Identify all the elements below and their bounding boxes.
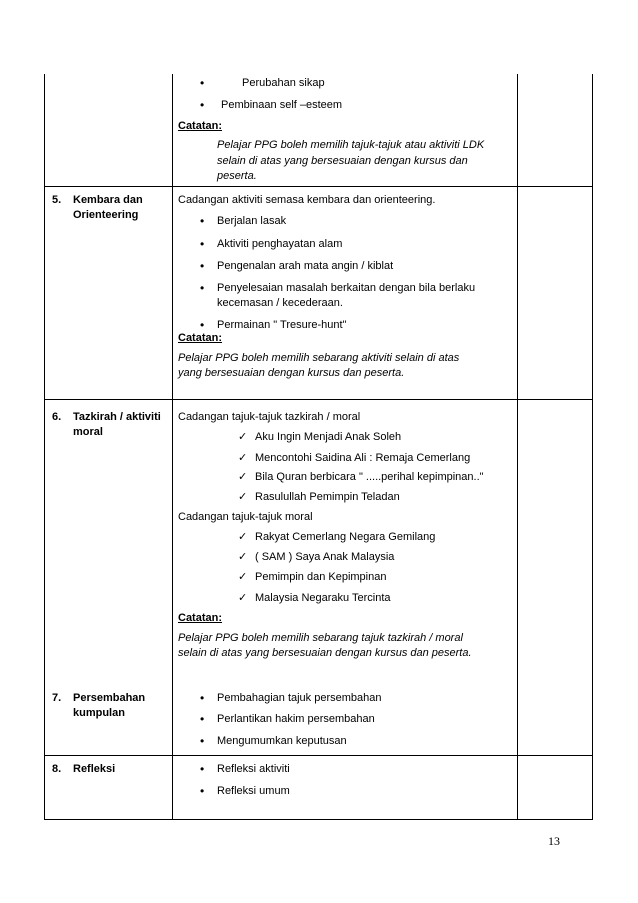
bullet-icon: •: [200, 76, 205, 90]
row-title: Persembahan: [73, 692, 146, 704]
row-number: 7.: [52, 692, 62, 704]
bullet-icon: •: [200, 691, 205, 705]
row-title: Kembara dan: [73, 194, 143, 206]
check-item-text: Aku Ingin Menjadi Anak Soleh: [255, 431, 402, 443]
check-item-text: Rakyat Cemerlang Negara Gemilang: [255, 531, 436, 543]
bullet-text: Berjalan lasak: [217, 215, 287, 227]
row-title: moral: [73, 426, 103, 438]
bullet-text: Refleksi aktiviti: [217, 763, 290, 775]
bullet-text: Aktiviti penghayatan alam: [217, 238, 343, 250]
bullet-icon: •: [200, 98, 205, 112]
bullet-icon: •: [200, 318, 205, 332]
check-item-text: Pemimpin dan Kepimpinan: [255, 571, 387, 583]
bullet-text: Mengumumkan keputusan: [217, 735, 347, 747]
check-item-text: Mencontohi Saidina Ali : Remaja Cemerlang: [255, 452, 471, 464]
bullet-text: Refleksi umum: [217, 785, 290, 797]
bullet-text: Penyelesaian masalah berkaitan dengan bila berlaku: [217, 282, 476, 294]
bullet-icon: •: [200, 259, 205, 273]
note-line: Pelajar PPG boleh memilih tajuk-tajuk atau aktiviti LDK: [217, 139, 485, 151]
row-divider-8: [44, 755, 593, 756]
check-item-text: Bila Quran berbicara " .....perihal kepimpinan..": [255, 471, 484, 483]
row-number: 8.: [52, 763, 62, 775]
table-bottom-border: [44, 819, 593, 820]
check-item-text: ( SAM ) Saya Anak Malaysia: [255, 551, 395, 563]
checkmark-icon: ✓: [238, 431, 248, 443]
bullet-icon: •: [200, 712, 205, 726]
checkmark-icon: ✓: [238, 452, 248, 464]
row-number: 6.: [52, 411, 62, 423]
check-item-text: Malaysia Negaraku Tercinta: [255, 592, 391, 604]
check-item-text: Rasulullah Pemimpin Teladan: [255, 491, 400, 503]
bullet-icon: •: [200, 214, 205, 228]
bullet-text: Perubahan sikap: [242, 77, 325, 89]
note-line: selain di atas yang bersesuaian dengan kursus dan peserta.: [178, 647, 472, 659]
bullet-text: Pengenalan arah mata angin / kiblat: [217, 260, 394, 272]
bullet-icon: •: [200, 734, 205, 748]
checkmark-icon: ✓: [238, 592, 248, 604]
checkmark-icon: ✓: [238, 491, 248, 503]
bullet-icon: •: [200, 762, 205, 776]
note-line: Pelajar PPG boleh memilih sebarang aktiviti selain di atas: [178, 352, 460, 364]
bullet-text: kecemasan / kecederaan.: [217, 297, 343, 309]
bullet-text: Perlantikan hakim persembahan: [217, 713, 375, 725]
bullet-text: Pembahagian tajuk persembahan: [217, 692, 382, 704]
catatan-label: Catatan:: [178, 332, 223, 344]
row-intro-text: Cadangan aktiviti semasa kembara dan orienteering.: [178, 194, 436, 206]
row-title: Orienteering: [73, 209, 139, 221]
checkmark-icon: ✓: [238, 531, 248, 543]
row-divider-6: [44, 399, 593, 400]
note-line: yang bersesuaian dengan kursus dan peserta.: [178, 367, 405, 379]
catatan-label: Catatan:: [178, 612, 223, 624]
checkmark-icon: ✓: [238, 571, 248, 583]
bullet-text: Pembinaan self –esteem: [221, 99, 343, 111]
row-divider-5: [44, 186, 593, 187]
bullet-icon: •: [200, 784, 205, 798]
row-title: Refleksi: [73, 763, 116, 775]
bullet-icon: •: [200, 237, 205, 251]
page-number: 13: [548, 834, 560, 848]
bullet-icon: •: [200, 281, 205, 295]
checkmark-icon: ✓: [238, 471, 248, 483]
note-line: peserta.: [217, 170, 257, 182]
row-number: 5.: [52, 194, 62, 206]
checkmark-icon: ✓: [238, 551, 248, 563]
note-line: Pelajar PPG boleh memilih sebarang tajuk tazkirah / moral: [178, 632, 463, 644]
row-title: Tazkirah / aktiviti: [73, 411, 161, 423]
row-intro-text: Cadangan tajuk-tajuk moral: [178, 511, 313, 523]
note-line: selain di atas yang bersesuaian dengan kursus dan: [217, 155, 468, 167]
bullet-text: Permainan " Tresure-hunt": [217, 319, 347, 331]
row-intro-text: Cadangan tajuk-tajuk tazkirah / moral: [178, 411, 361, 423]
catatan-label: Catatan:: [178, 120, 223, 132]
row-title: kumpulan: [73, 707, 125, 719]
